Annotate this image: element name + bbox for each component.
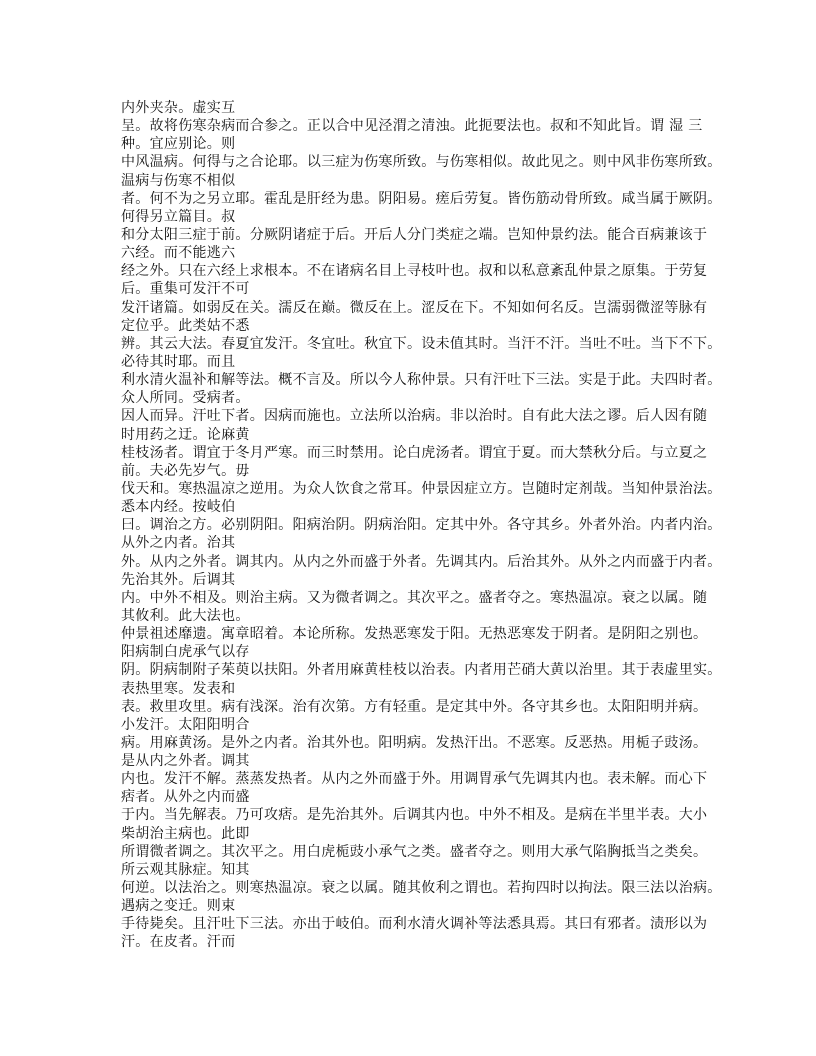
text-line: 因人而异。汗吐下者。因病而施也。立法所以治病。非以治时。自有此大法之谬。后人因有随	[121, 408, 708, 425]
text-line: 从外之内者。治其	[121, 535, 236, 552]
text-line: 者。何不为之另立耶。霍乱是肝经为患。阴阳易。瘥后劳复。皆伤筋动骨所致。咸当属于厥阴。	[121, 190, 722, 207]
text-line: 外。从内之外者。调其内。从内之外而盛于外者。先调其内。后治其外。从外之内而盛于内者。	[121, 553, 722, 570]
text-line: 是从内之外者。调其	[121, 753, 250, 770]
text-line: 种。宜应别论。则	[121, 136, 236, 153]
text-line: 中风温病。何得与之合论耶。以三症为伤寒所致。与伤寒相似。故此见之。则中风非伤寒所致。	[121, 154, 722, 171]
text-line: 柴胡治主病也。此即	[121, 825, 250, 842]
text-line: 阳病制白虎承气以存	[121, 644, 250, 661]
text-line: 时用药之迂。论麻黄	[121, 426, 250, 443]
text-line: 内也。发汗不解。蒸蒸发热者。从内之外而盛于外。用调胃承气先调其内也。表未解。而心下	[121, 771, 708, 788]
text-line: 桂枝汤者。谓宜于冬月严寒。而三时禁用。论白虎汤者。谓宜于夏。而大禁秋分后。与立夏之	[121, 444, 708, 461]
text-line: 仲景祖述靡遗。寓章昭着。本论所称。发热恶寒发于阳。无热恶寒发于阴者。是阴阳之别也。	[121, 626, 708, 643]
text-line: 其攸利。此大法也。	[121, 607, 250, 624]
text-line: 和分太阳三症于前。分厥阴诸症于后。开后人分门类症之端。岂知仲景约法。能合百病兼该于	[121, 226, 708, 243]
text-line: 悉本内经。按岐伯	[121, 499, 236, 516]
text-line: 前。夫必先岁气。毋	[121, 462, 250, 479]
text-line: 发汗诸篇。如弱反在关。濡反在巅。微反在上。涩反在下。不知如何名反。岂濡弱微涩等脉有	[121, 299, 708, 316]
text-line: 六经。而不能逃六	[121, 245, 236, 262]
text-line: 呈。故将伤寒杂病而合参之。正以合中见泾渭之清浊。此扼要法也。叔和不知此旨。谓 湿 三	[121, 118, 703, 135]
text-line: 曰。调治之方。必别阴阳。阳病治阴。阴病治阳。定其中外。各守其乡。外者外治。内者内治。	[121, 517, 722, 534]
text-line: 众人所同。受病者。	[121, 390, 250, 407]
document-page	[121, 99, 722, 952]
text-line: 何得另立篇目。叔	[121, 208, 236, 225]
text-line: 小发汗。太阳阳明合	[121, 716, 250, 733]
text-line: 内。中外不相及。则治主病。又为微者调之。其次平之。盛者夺之。寒热温凉。衰之以属。随	[121, 589, 708, 606]
text-line: 阴。阴病制附子茱萸以扶阳。外者用麻黄桂枝以治表。内者用芒硝大黄以治里。其于表虚里实。	[121, 662, 722, 679]
text-line: 表。救里攻里。病有浅深。治有次第。方有轻重。是定其中外。各守其乡也。太阳阳明并病。	[121, 698, 708, 715]
text-line: 利水清火温补和解等法。概不言及。所以今人称仲景。只有汗吐下三法。实是于此。夫四时者。	[121, 372, 722, 389]
text-line: 于内。当先解表。乃可攻痞。是先治其外。后调其内也。中外不相及。是病在半里半表。大小	[121, 807, 708, 824]
text-line: 汗。在皮者。汗而	[121, 934, 236, 951]
text-line: 内外夹杂。虚实互	[121, 100, 236, 116]
text-line: 经之外。只在六经上求根本。不在诸病名目上寻枝叶也。叔和以私意紊乱仲景之原集。于劳复	[121, 263, 708, 280]
text-line: 定位乎。此类姑不悉	[121, 317, 250, 334]
text-line: 表热里寒。发表和	[121, 680, 236, 697]
text-line: 后。重集可发汗不可	[121, 281, 250, 298]
text-line: 辨。其云大法。春夏宜发汗。冬宜吐。秋宜下。设未值其时。当汗不汗。当吐不吐。当下不下。	[121, 335, 722, 352]
text-line: 何逆。以法治之。则寒热温凉。衰之以属。随其攸利之谓也。若拘四时以拘法。限三法以治病。	[121, 880, 722, 897]
text-line: 痞者。从外之内而盛	[121, 789, 250, 806]
text-line: 温病与伤寒不相似	[121, 172, 236, 189]
text-line: 遇病之变迁。则束	[121, 898, 236, 915]
text-line: 必待其时耶。而且	[121, 353, 236, 370]
text-line: 先治其外。后调其	[121, 571, 236, 588]
text-line: 病。用麻黄汤。是外之内者。治其外也。阳明病。发热汗出。不恶寒。反恶热。用栀子豉汤。	[121, 734, 708, 751]
text-line: 所云观其脉症。知其	[121, 861, 250, 878]
text-line: 伐天和。寒热温凉之逆用。为众人饮食之常耳。仲景因症立方。岂随时定剂哉。当知仲景治法。	[121, 480, 722, 497]
text-line: 所谓微者调之。其次平之。用白虎栀豉小承气之类。盛者夺之。则用大承气陷胸抵当之类矣。	[121, 843, 708, 860]
text-line: 手待毙矣。且汗吐下三法。亦出于岐伯。而利水清火调补等法悉具焉。其曰有邪者。渍形以为	[121, 916, 708, 933]
